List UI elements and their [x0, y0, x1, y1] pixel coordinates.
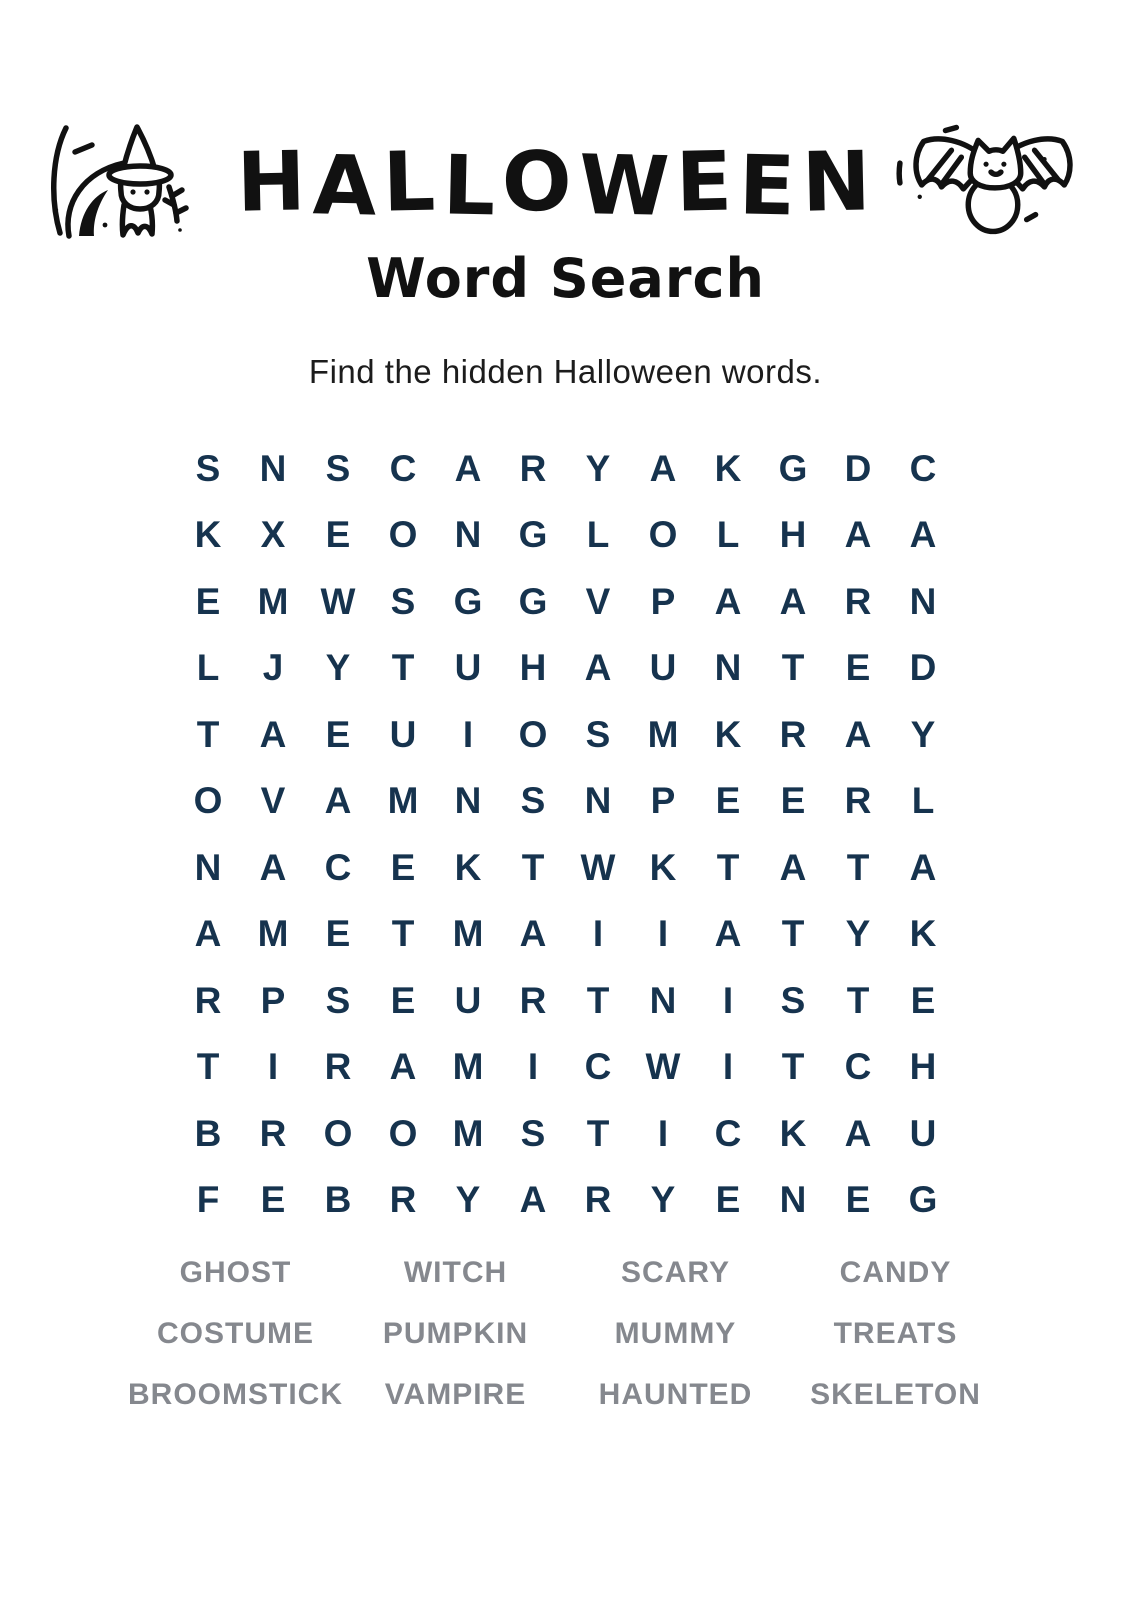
grid-letter: I — [722, 1046, 734, 1088]
grid-letter: W — [320, 580, 356, 622]
grid-letter: T — [846, 846, 870, 888]
grid-letter: O — [388, 514, 418, 556]
grid-letter: A — [454, 447, 482, 489]
grid-letter: T — [586, 1112, 610, 1154]
grid-letter: K — [194, 514, 222, 556]
grid-letter: U — [649, 647, 677, 689]
grid-letter: S — [780, 979, 806, 1021]
grid-letter: A — [714, 913, 742, 955]
word-list-item: GHOST — [179, 1255, 292, 1289]
grid-letter: S — [390, 580, 416, 622]
grid-letter: R — [779, 713, 807, 755]
grid-letter: A — [519, 913, 547, 955]
title-letter: W — [577, 137, 678, 236]
word-list-item: SCARY — [621, 1255, 730, 1289]
grid-letter: E — [325, 713, 351, 755]
grid-letter: A — [844, 1112, 872, 1154]
grid-letter: I — [267, 1046, 279, 1088]
grid-letter: E — [715, 780, 741, 822]
grid-letter: G — [518, 580, 548, 622]
grid-letter: A — [259, 713, 287, 755]
grid-letter: N — [584, 780, 612, 822]
page-subtitle: Word Search — [366, 247, 765, 310]
grid-letter: P — [260, 979, 286, 1021]
word-list-item: HAUNTED — [598, 1377, 753, 1411]
grid-letter: G — [518, 514, 548, 556]
grid-letter: Y — [455, 1179, 481, 1221]
grid-letter: E — [390, 846, 416, 888]
page-title — [236, 134, 879, 236]
grid-letter: M — [257, 913, 289, 955]
grid-letter: S — [325, 447, 351, 489]
grid-letter: Y — [325, 647, 351, 689]
grid-letter: A — [779, 846, 807, 888]
grid-letter: H — [779, 514, 807, 556]
grid-letter: G — [778, 447, 808, 489]
grid-letter: C — [324, 846, 352, 888]
grid-letter: H — [909, 1046, 937, 1088]
grid-letter: A — [259, 846, 287, 888]
grid-letter: E — [325, 913, 351, 955]
grid-letter: E — [845, 647, 871, 689]
grid-letter: Y — [585, 447, 611, 489]
grid-letter: C — [389, 447, 417, 489]
grid-letter: U — [454, 647, 482, 689]
instruction-text: Find the hidden Halloween words. — [308, 353, 823, 391]
grid-letter: C — [584, 1046, 612, 1088]
grid-letter: E — [390, 979, 416, 1021]
title-letter: A — [311, 138, 385, 235]
grid-letter: R — [519, 447, 547, 489]
grid-letter: M — [452, 1046, 484, 1088]
grid-letter: A — [909, 846, 937, 888]
grid-letter: O — [323, 1112, 353, 1154]
grid-letter: S — [325, 979, 351, 1021]
grid-letter: E — [845, 1179, 871, 1221]
grid-letter: C — [714, 1112, 742, 1154]
grid-letter: T — [781, 913, 805, 955]
grid-letter: U — [389, 713, 417, 755]
title-letter: E — [738, 138, 804, 235]
grid-letter: R — [324, 1046, 352, 1088]
grid-letter: T — [391, 647, 415, 689]
grid-letter: F — [196, 1179, 220, 1221]
grid-letter: K — [909, 913, 937, 955]
word-list-item: CANDY — [839, 1255, 952, 1289]
grid-letter: I — [592, 913, 604, 955]
grid-letter: T — [781, 647, 805, 689]
grid-letter: L — [196, 647, 220, 689]
grid-letter: X — [260, 514, 286, 556]
grid-letter: A — [714, 580, 742, 622]
grid-letter: U — [909, 1112, 937, 1154]
grid-letter: E — [780, 780, 806, 822]
grid-letter: R — [844, 580, 872, 622]
grid-letter: I — [462, 713, 474, 755]
grid-letter: T — [196, 1046, 220, 1088]
grid-letter: R — [584, 1179, 612, 1221]
grid-letter: O — [388, 1112, 418, 1154]
grid-letter: M — [647, 713, 679, 755]
word-list-item: VAMPIRE — [384, 1377, 527, 1411]
grid-letter: A — [324, 780, 352, 822]
word-list-item: BROOMSTICK — [128, 1377, 343, 1411]
grid-letter: U — [454, 979, 482, 1021]
grid-letter: K — [714, 447, 742, 489]
grid-letter: R — [259, 1112, 287, 1154]
grid-letter: E — [260, 1179, 286, 1221]
word-list-item: COSTUME — [157, 1316, 314, 1350]
grid-letter: Y — [650, 1179, 676, 1221]
word-search-grid — [176, 436, 956, 1234]
grid-letter: W — [645, 1046, 681, 1088]
cat-witch-hat-icon — [39, 112, 221, 244]
grid-letter: N — [909, 580, 937, 622]
word-list-item: WITCH — [403, 1255, 508, 1289]
bat-icon — [894, 117, 1092, 239]
title-letter: E — [675, 134, 741, 231]
grid-letter: K — [779, 1112, 807, 1154]
grid-letter: I — [722, 979, 734, 1021]
grid-letter: C — [909, 447, 937, 489]
grid-letter: T — [716, 846, 740, 888]
grid-letter: E — [195, 580, 221, 622]
grid-letter: M — [257, 580, 289, 622]
grid-letter: A — [779, 580, 807, 622]
grid-letter: A — [389, 1046, 417, 1088]
grid-letter: N — [779, 1179, 807, 1221]
grid-letter: G — [453, 580, 483, 622]
grid-letter: T — [521, 846, 545, 888]
grid-letter: R — [389, 1179, 417, 1221]
grid-letter: S — [520, 780, 546, 822]
grid-letter: T — [391, 913, 415, 955]
grid-letter: N — [194, 846, 222, 888]
grid-letter: P — [650, 580, 676, 622]
grid-letter: N — [714, 647, 742, 689]
word-list-item: MUMMY — [614, 1316, 737, 1350]
grid-letter: Y — [845, 913, 871, 955]
title-letter: N — [801, 134, 879, 231]
grid-letter: I — [657, 913, 669, 955]
grid-letter: M — [452, 913, 484, 955]
grid-letter: W — [580, 846, 616, 888]
word-list — [126, 1256, 1006, 1412]
grid-letter: B — [324, 1179, 352, 1221]
grid-letter: P — [650, 780, 676, 822]
title-letter: H — [236, 134, 314, 231]
grid-letter: O — [648, 514, 678, 556]
grid-letter: M — [452, 1112, 484, 1154]
grid-letter: N — [454, 514, 482, 556]
grid-letter: T — [586, 979, 610, 1021]
grid-letter: I — [657, 1112, 669, 1154]
grid-letter: A — [844, 514, 872, 556]
grid-letter: C — [844, 1046, 872, 1088]
grid-letter: S — [195, 447, 221, 489]
word-list-item: TREATS — [833, 1316, 958, 1350]
grid-letter: D — [844, 447, 872, 489]
grid-letter: V — [585, 580, 611, 622]
grid-letter: Y — [910, 713, 936, 755]
grid-letter: N — [259, 447, 287, 489]
grid-letter: K — [454, 846, 482, 888]
grid-letter: E — [910, 979, 936, 1021]
grid-letter: D — [909, 647, 937, 689]
grid-letter: A — [909, 514, 937, 556]
grid-letter: L — [716, 514, 740, 556]
grid-letter: R — [194, 979, 222, 1021]
title-letter: O — [500, 134, 580, 231]
header — [0, 0, 1131, 244]
grid-letter: G — [908, 1179, 938, 1221]
grid-letter: E — [715, 1179, 741, 1221]
title-letter: L — [441, 138, 503, 235]
title-letter: L — [382, 134, 444, 231]
grid-letter: V — [260, 780, 286, 822]
grid-letter: T — [781, 1046, 805, 1088]
grid-letter: N — [454, 780, 482, 822]
grid-letter: L — [586, 514, 610, 556]
grid-letter: K — [649, 846, 677, 888]
grid-letter: M — [387, 780, 419, 822]
grid-letter: B — [194, 1112, 222, 1154]
word-list-item: SKELETON — [810, 1377, 981, 1411]
grid-letter: A — [194, 913, 222, 955]
grid-letter: L — [911, 780, 935, 822]
grid-letter: A — [584, 647, 612, 689]
grid-letter: T — [846, 979, 870, 1021]
grid-letter: K — [714, 713, 742, 755]
grid-letter: N — [649, 979, 677, 1021]
grid-letter: I — [527, 1046, 539, 1088]
grid-letter: J — [262, 647, 284, 689]
grid-letter: S — [585, 713, 611, 755]
grid-letter: T — [196, 713, 220, 755]
grid-letter: E — [325, 514, 351, 556]
grid-letter: A — [844, 713, 872, 755]
grid-letter: S — [520, 1112, 546, 1154]
grid-letter: H — [519, 647, 547, 689]
grid-letter: R — [519, 979, 547, 1021]
grid-letter: O — [518, 713, 548, 755]
word-list-item: PUMPKIN — [382, 1316, 529, 1350]
grid-letter: R — [844, 780, 872, 822]
grid-letter: A — [519, 1179, 547, 1221]
grid-letter: A — [649, 447, 677, 489]
grid-letter: O — [193, 780, 223, 822]
